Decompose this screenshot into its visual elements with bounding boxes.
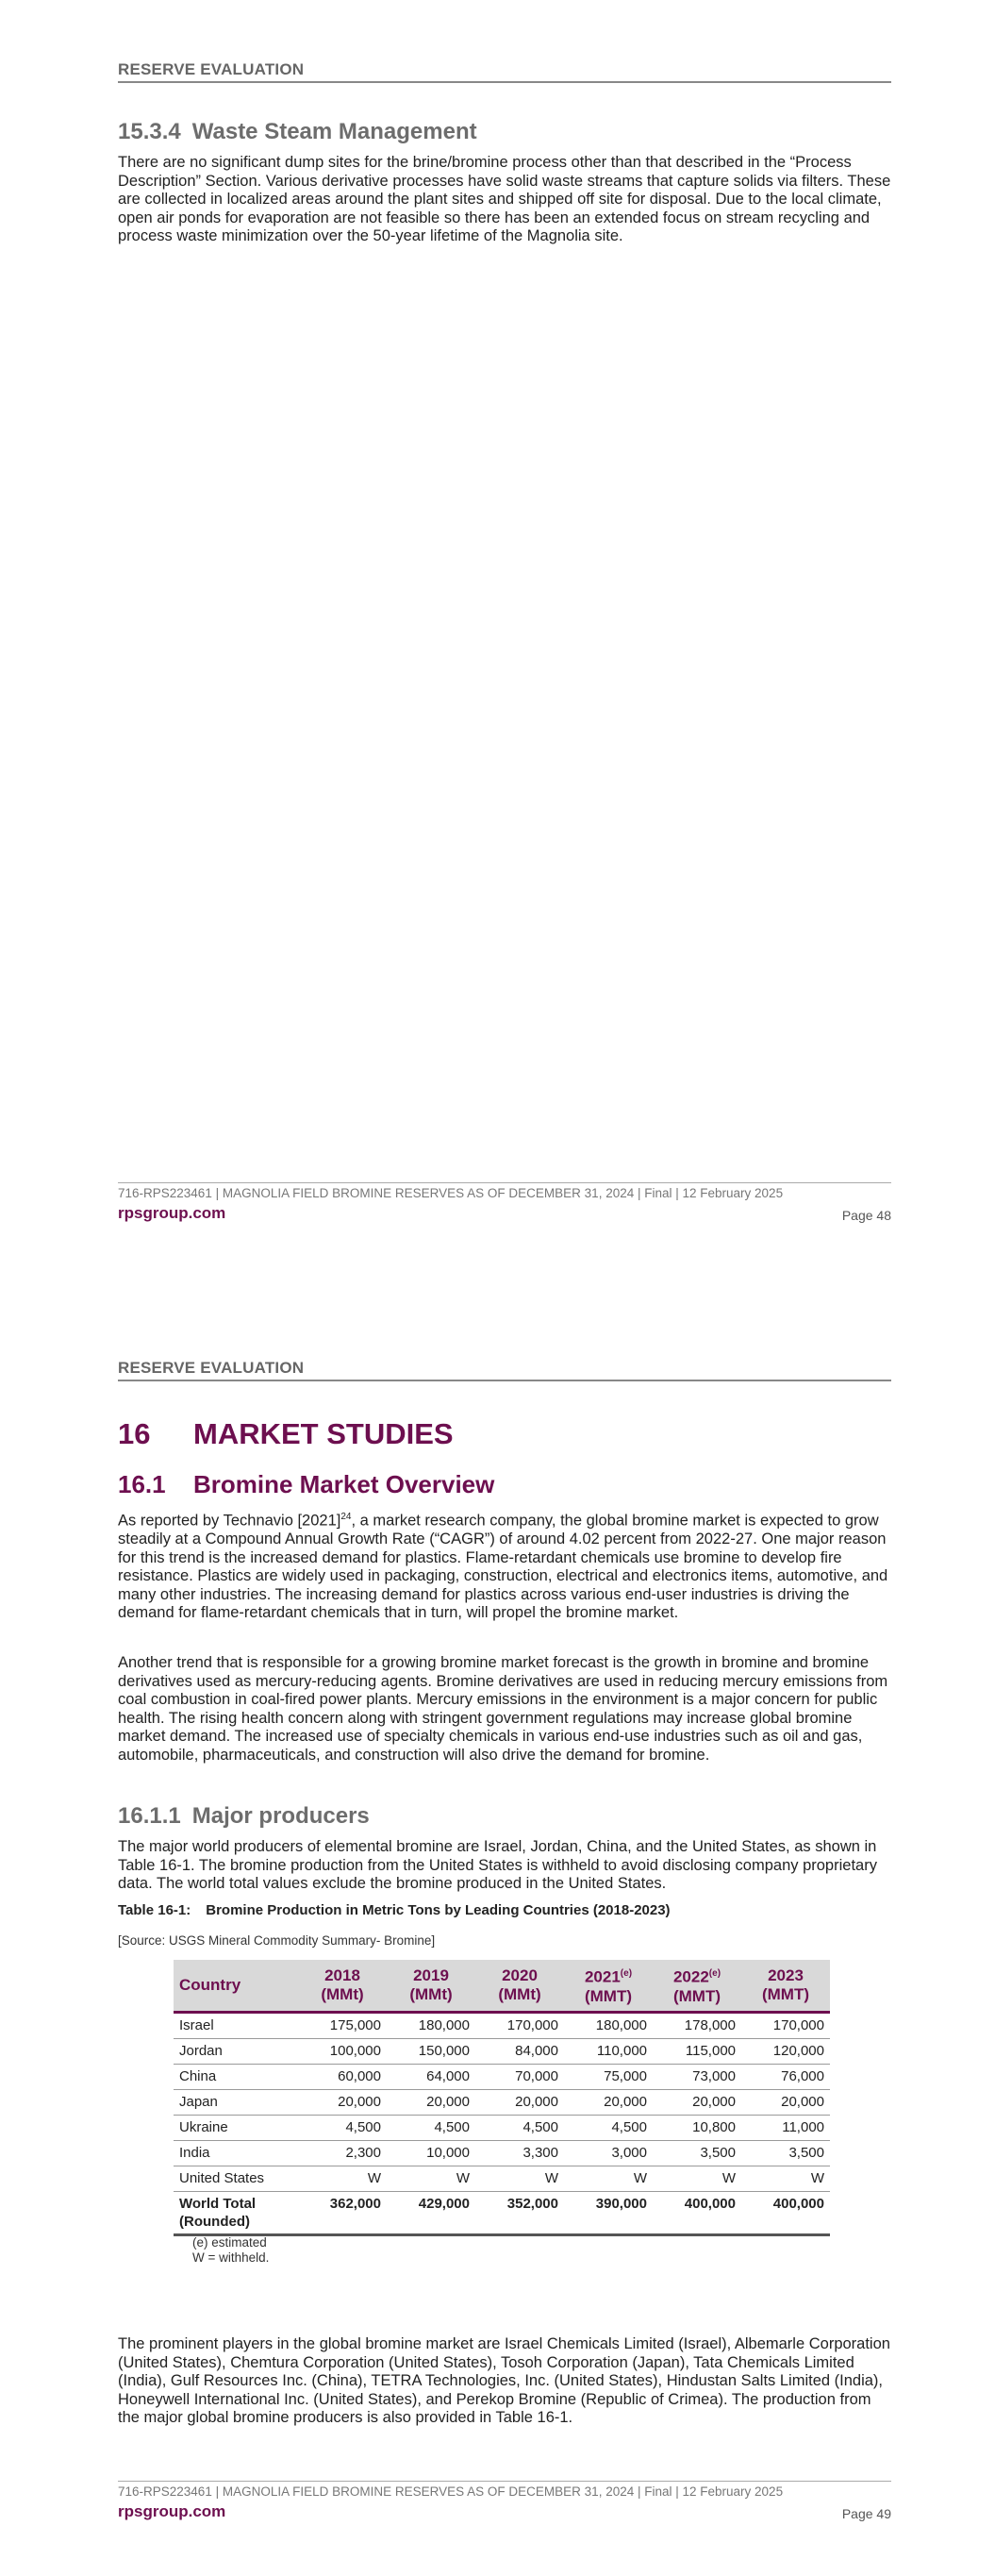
- estimate-marker: (e): [620, 1968, 633, 1979]
- value-cell: W: [387, 2166, 475, 2191]
- running-head: RESERVE EVALUATION: [118, 60, 891, 83]
- footer-divider: [118, 1182, 891, 1183]
- value-cell: 20,000: [387, 2089, 475, 2115]
- table-source: [Source: USGS Mineral Commodity Summary- Bromine]: [118, 1933, 436, 1948]
- value-cell: 84,000: [475, 2038, 564, 2064]
- chapter-title: MARKET STUDIES: [193, 1417, 454, 1450]
- value-cell: 100,000: [298, 2038, 387, 2064]
- body-paragraph: The major world producers of elemental bromine are Israel, Jordan, China, and the United States, as shown in Table 16-1. The bromine production from the United States is withheld to avoid disclosing company proprietary data. The world total values exclude the bromine produced in the United States.: [118, 1838, 877, 1892]
- value-cell: W: [653, 2166, 741, 2191]
- value-cell: 20,000: [475, 2089, 564, 2115]
- table-total-row: [174, 2191, 830, 2234]
- value-cell: 75,000: [564, 2064, 653, 2089]
- para-text: As reported by Technavio [2021]: [118, 1512, 341, 1530]
- total-value-cell: 352,000: [475, 2191, 564, 2234]
- chapter-heading: [118, 1417, 454, 1451]
- footer-doc-line: 716-RPS223461 | MAGNOLIA FIELD BROMINE RESERVES AS OF DECEMBER 31, 2024 | Final | 12 February 2025: [118, 2484, 784, 2499]
- country-cell: China: [174, 2064, 298, 2089]
- footer-divider: [118, 2481, 891, 2482]
- country-cell: Japan: [174, 2089, 298, 2115]
- unit-label: (MMt): [321, 1984, 364, 2003]
- unit-label: (MMT): [761, 1984, 810, 2003]
- total-value-cell: 400,000: [653, 2191, 741, 2234]
- total-value-cell: 390,000: [564, 2191, 653, 2234]
- table-row: [174, 2115, 830, 2140]
- value-cell: 180,000: [564, 2012, 653, 2038]
- value-cell: 60,000: [298, 2064, 387, 2089]
- subsection-number: 16.1.1: [118, 1803, 181, 1829]
- value-cell: W: [298, 2166, 387, 2191]
- chapter-number: 16: [118, 1417, 151, 1450]
- section-number: 16.1: [118, 1470, 166, 1498]
- total-value-cell: 400,000: [741, 2191, 830, 2234]
- value-cell: 76,000: [741, 2064, 830, 2089]
- table-body: [174, 2012, 830, 2234]
- section-title: Waste Steam Management: [191, 119, 477, 144]
- subsection-heading: [118, 1803, 370, 1830]
- value-cell: 20,000: [564, 2089, 653, 2115]
- footer-website-link[interactable]: rpsgroup.com: [118, 2502, 226, 2520]
- value-cell: W: [741, 2166, 830, 2191]
- country-cell: India: [174, 2140, 298, 2166]
- para-text: , a market research company, the global bromine market is expected to grow steadily at a Compound Annual Growth Rate (“CAGR”) of around 4.02 percent from 2022-27. One major reason for this trend is the increased demand for plastics. Flame-retardant chemicals use bromine to develop fire resistance. Plastics are widely used in packaging, construction, electrical and electronics items, automotive, and many other industries. The increasing demand for plastics across various end-user industries is driving the demand for flame-retardant chemicals that in turn, will propel the bromine market.: [118, 1512, 888, 1621]
- table-header-row: [174, 1960, 830, 2012]
- value-cell: 178,000: [653, 2012, 741, 2038]
- estimate-marker: (e): [708, 1968, 721, 1979]
- value-cell: 3,000: [564, 2140, 653, 2166]
- unit-label: (MMT): [672, 1986, 721, 2005]
- value-cell: 10,000: [387, 2140, 475, 2166]
- value-cell: 4,500: [564, 2115, 653, 2140]
- value-cell: 64,000: [387, 2064, 475, 2089]
- table-title: Bromine Production in Metric Tons by Leading Countries (2018-2023): [206, 1902, 671, 1918]
- country-cell: Israel: [174, 2012, 298, 2038]
- table-row: [174, 2089, 830, 2115]
- value-cell: 3,500: [653, 2140, 741, 2166]
- value-cell: 170,000: [741, 2012, 830, 2038]
- footer-page-number: Page 49: [841, 2506, 891, 2521]
- column-header-year: 2019 (MMt): [387, 1960, 475, 2012]
- total-value-cell: 362,000: [298, 2191, 387, 2234]
- column-header-year: 2020 (MMt): [475, 1960, 564, 2012]
- total-label-cell: World Total (Rounded): [174, 2191, 298, 2234]
- value-cell: 11,000: [741, 2115, 830, 2140]
- unit-label: (MMT): [584, 1986, 633, 2005]
- note-withheld: W = withheld.: [192, 2250, 270, 2265]
- footer-page-number: Page 48: [841, 1208, 891, 1223]
- value-cell: 73,000: [653, 2064, 741, 2089]
- unit-label: (MMt): [409, 1984, 453, 2003]
- subsection-title: Major producers: [191, 1803, 370, 1829]
- table-notes: [192, 2235, 269, 2266]
- value-cell: 4,500: [298, 2115, 387, 2140]
- section-number: 15.3.4: [118, 119, 181, 144]
- value-cell: 4,500: [475, 2115, 564, 2140]
- running-head: RESERVE EVALUATION: [118, 1359, 891, 1381]
- column-header-year: 2023 (MMT): [741, 1960, 830, 2012]
- column-header-year: 2022$^{(e)}$ (MMT): [653, 1960, 741, 2012]
- column-header-year: 2021$^{(e)}$ (MMT): [564, 1960, 653, 2012]
- body-paragraph: Another trend that is responsible for a growing bromine market forecast is the growth in bromine and bromine derivatives used as mercury-reducing agents. Bromine derivatives are used in reducing mercury emissions from coal combustion in coal-fired power plants. Mercury emissions in the environment is a major concern for public health. The rising health concern along with stringent government regulations may increase global bromine market demand. The increased use of specialty chemicals in various end-use industries such as oil and gas, automobile, pharmaceuticals, and construction will also drive the demand for bromine.: [118, 1654, 888, 1764]
- table-caption: [118, 1902, 671, 1918]
- value-cell: 20,000: [653, 2089, 741, 2115]
- column-header-country: Country: [174, 1960, 298, 2012]
- footnote-ref[interactable]: 24: [340, 1512, 352, 1522]
- country-cell: Jordan: [174, 2038, 298, 2064]
- footer-doc-line: 716-RPS223461 | MAGNOLIA FIELD BROMINE RESERVES AS OF DECEMBER 31, 2024 | Final | 12 February 2025: [118, 1186, 784, 1200]
- value-cell: 20,000: [741, 2089, 830, 2115]
- value-cell: 3,500: [741, 2140, 830, 2166]
- table-row: [174, 2064, 830, 2089]
- value-cell: 20,000: [298, 2089, 387, 2115]
- value-cell: 150,000: [387, 2038, 475, 2064]
- value-cell: 180,000: [387, 2012, 475, 2038]
- production-table: [174, 1960, 830, 2236]
- unit-label: (MMt): [498, 1984, 541, 2003]
- value-cell: W: [564, 2166, 653, 2191]
- table-row: [174, 2012, 830, 2038]
- value-cell: 110,000: [564, 2038, 653, 2064]
- value-cell: 4,500: [387, 2115, 475, 2140]
- country-cell: Ukraine: [174, 2115, 298, 2140]
- value-cell: 3,300: [475, 2140, 564, 2166]
- value-cell: W: [475, 2166, 564, 2191]
- value-cell: 175,000: [298, 2012, 387, 2038]
- value-cell: 2,300: [298, 2140, 387, 2166]
- table-label: Table 16-1:: [118, 1902, 191, 1918]
- table-row: [174, 2038, 830, 2064]
- table-row: [174, 2166, 830, 2191]
- total-value-cell: 429,000: [387, 2191, 475, 2234]
- value-cell: 170,000: [475, 2012, 564, 2038]
- section-heading: [118, 119, 477, 145]
- footer-website-link[interactable]: rpsgroup.com: [118, 1204, 226, 1222]
- value-cell: 120,000: [741, 2038, 830, 2064]
- body-paragraph: [118, 1508, 891, 1623]
- body-paragraph: The prominent players in the global bromine market are Israel Chemicals Limited (Israel), Albemarle Corporation (United States), Chemtura Corporation (United States), Tosoh Corporation (Japan), Tata Chemicals Limited (India), Gulf Resources Inc. (China), TETRA Technologies, Inc. (United States), Hindustan Salts Limited (India), Honeywell International Inc. (United States), and Perekop Bromine (Republic of Crimea). The production from the major global bromine producers is also provided in Table 16-1.: [118, 2335, 890, 2426]
- section-title: Bromine Market Overview: [193, 1470, 495, 1498]
- value-cell: 70,000: [475, 2064, 564, 2089]
- note-estimated: (e) estimated: [192, 2235, 267, 2250]
- column-header-year: 2018 (MMt): [298, 1960, 387, 2012]
- country-cell: United States: [174, 2166, 298, 2191]
- section-heading: [118, 1470, 494, 1499]
- value-cell: 115,000: [653, 2038, 741, 2064]
- table-row: [174, 2140, 830, 2166]
- body-paragraph: There are no significant dump sites for the brine/bromine process other than that described in the “Process Description” Section. Various derivative processes have solid waste streams that capture solids via filters. These are collected in localized areas around the plant sites and shipped off site for disposal. Due to the local climate, open air ponds for evaporation are not feasible so there has been an extended focus on stream recycling and process waste minimization over the 50-year lifetime of the Magnolia site.: [118, 154, 891, 244]
- value-cell: 10,800: [653, 2115, 741, 2140]
